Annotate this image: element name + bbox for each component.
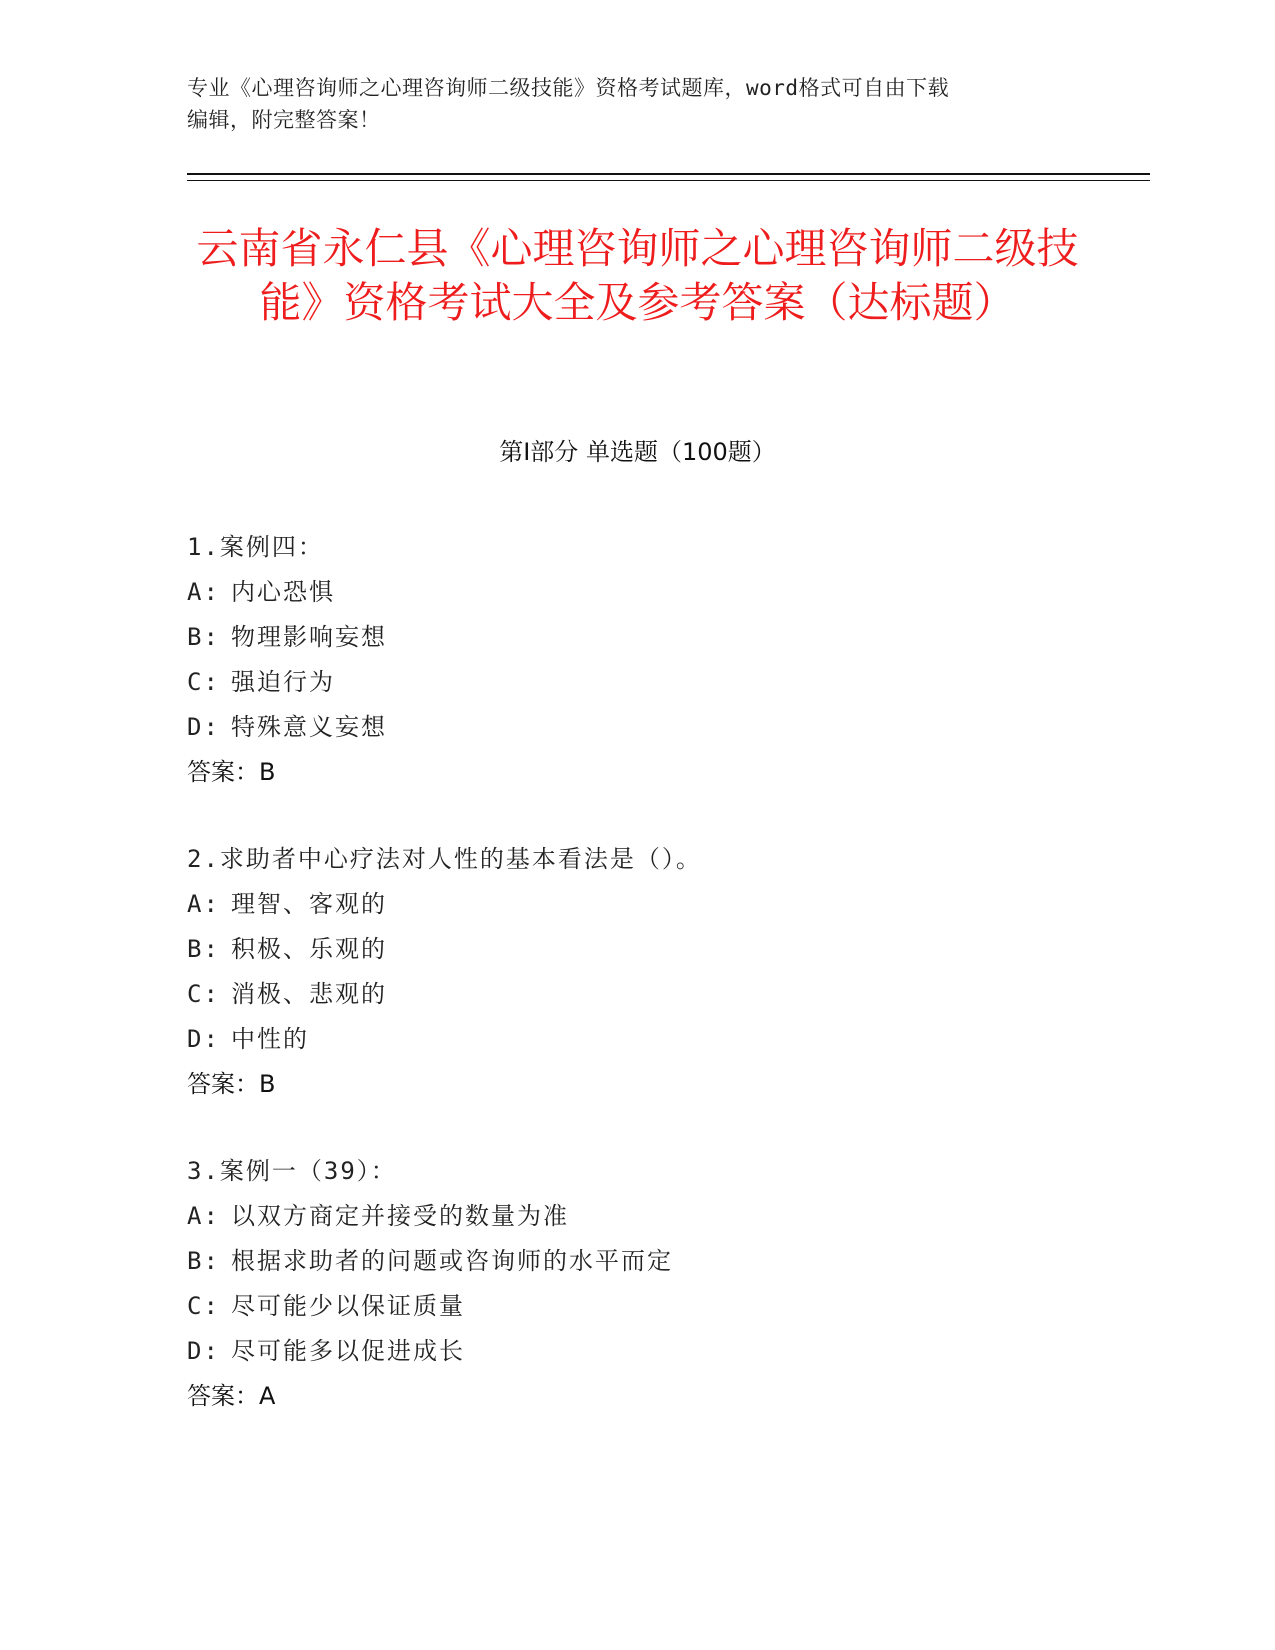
option-c	[187, 972, 1087, 1017]
option-letter: D:	[187, 1337, 220, 1365]
option-letter: A:	[187, 578, 220, 606]
option-b	[187, 615, 1087, 660]
option-letter: B:	[187, 935, 220, 963]
option-a	[187, 570, 1087, 615]
section-heading: 第I部分 单选题（100题）	[499, 438, 776, 466]
option-text: 根据求助者的问题或咨询师的水平而定	[231, 1247, 673, 1275]
option-c	[187, 660, 1087, 705]
question-stem: 3.案例一（39）：	[187, 1157, 397, 1185]
header-note-line-1: 专业《心理咨询师之心理咨询师二级技能》资格考试题库，word格式可自由下载	[187, 76, 950, 100]
option-letter: D:	[187, 1025, 220, 1053]
answer: 答案：B	[187, 1070, 276, 1098]
option-a	[187, 882, 1087, 927]
option-d	[187, 1017, 1087, 1062]
option-text: 特殊意义妄想	[231, 713, 387, 741]
option-c	[187, 1284, 1087, 1329]
question-2	[187, 837, 1087, 1107]
header-note	[187, 72, 1087, 136]
option-d	[187, 1329, 1087, 1374]
question-1	[187, 525, 1087, 795]
option-text: 积极、乐观的	[231, 935, 387, 963]
option-letter: A:	[187, 890, 220, 918]
header-divider-thick	[187, 173, 1150, 175]
option-text: 尽可能多以促进成长	[231, 1337, 465, 1365]
option-text: 以双方商定并接受的数量为准	[231, 1202, 569, 1230]
option-text: 内心恐惧	[231, 578, 335, 606]
question-list	[187, 525, 1087, 1461]
header-note-line-2: 编辑，附完整答案！	[187, 108, 381, 132]
option-letter: B:	[187, 623, 220, 651]
option-text: 中性的	[231, 1025, 309, 1053]
option-text: 强迫行为	[231, 668, 335, 696]
question-stem: 1.案例四：	[187, 533, 324, 561]
option-letter: C:	[187, 668, 220, 696]
answer: 答案：B	[187, 758, 276, 786]
option-b	[187, 927, 1087, 972]
option-text: 尽可能少以保证质量	[231, 1292, 465, 1320]
option-text: 理智、客观的	[231, 890, 387, 918]
document-title: 云南省永仁县《心理咨询师之心理咨询师二级技能》资格考试大全及参考答案（达标题）	[196, 224, 1079, 327]
question-3	[187, 1149, 1087, 1419]
option-text: 消极、悲观的	[231, 980, 387, 1008]
option-text: 物理影响妄想	[231, 623, 387, 651]
option-letter: C:	[187, 980, 220, 1008]
header-divider-thin	[187, 180, 1150, 181]
question-stem: 2.求助者中心疗法对人性的基本看法是（）。	[187, 845, 702, 873]
option-a	[187, 1194, 1087, 1239]
option-letter: D:	[187, 713, 220, 741]
answer: 答案：A	[187, 1382, 276, 1410]
option-letter: B:	[187, 1247, 220, 1275]
option-letter: C:	[187, 1292, 220, 1320]
option-letter: A:	[187, 1202, 220, 1230]
option-d	[187, 705, 1087, 750]
option-b	[187, 1239, 1087, 1284]
